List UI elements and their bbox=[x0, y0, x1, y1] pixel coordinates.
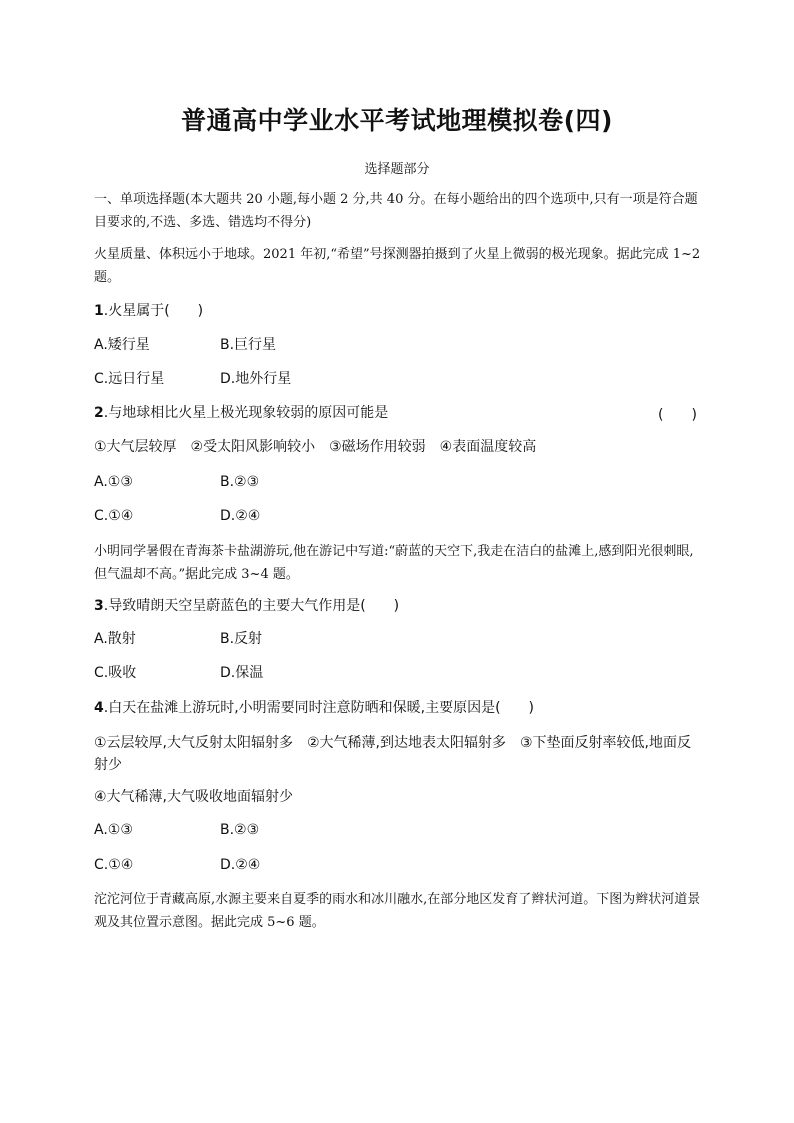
question-number: 3 bbox=[94, 598, 104, 614]
q2-choices: ①大气层较厚 ②受太阳风影响较小 ③磁场作用较弱 ④表面温度较高 bbox=[94, 439, 537, 455]
page-title: 普通高中学业水平考试地理模拟卷(四) bbox=[181, 106, 613, 135]
q4-option-c[interactable]: C.①④ bbox=[94, 857, 134, 873]
question-number: 1 bbox=[94, 303, 104, 319]
question-text: .白天在盐滩上游玩时,小明需要同时注意防晒和保暖,主要原因是( ) bbox=[103, 700, 535, 716]
question-number: 2 bbox=[94, 405, 104, 421]
q1-option-b[interactable]: B.巨行星 bbox=[220, 337, 277, 353]
section-heading: 选择题部分 bbox=[364, 162, 430, 177]
q1-option-c[interactable]: C.远日行星 bbox=[94, 371, 165, 387]
q4-option-d[interactable]: D.②④ bbox=[220, 857, 261, 873]
q3-option-d[interactable]: D.保温 bbox=[220, 665, 264, 681]
question-number: 4 bbox=[94, 700, 104, 716]
q2-option-d[interactable]: D.②④ bbox=[220, 508, 261, 524]
q4-choices: ①云层较厚,大气反射太阳辐射多 ②大气稀薄,到达地表太阳辐射多 ③下垫面反射率较低,地面反射少 bbox=[94, 735, 692, 773]
q2-option-b[interactable]: B.②③ bbox=[220, 474, 260, 490]
q3-option-c[interactable]: C.吸收 bbox=[94, 665, 137, 681]
question-text: .导致晴朗天空呈蔚蓝色的主要大气作用是( ) bbox=[103, 598, 400, 614]
question-text: .火星属于( ) bbox=[103, 303, 204, 319]
question-1-stem bbox=[94, 300, 704, 322]
q1-option-a[interactable]: A.矮行星 bbox=[94, 337, 150, 353]
q3-option-a[interactable]: A.散射 bbox=[94, 631, 136, 647]
answer-blank: ( ) bbox=[658, 407, 697, 423]
instructions: 一、单项选择题(本大题共 20 小题,每小题 2 分,共 40 分。在每小题给出的四个选项中,只有一项是符合题目要求的,不选、多选、错选均不得分) bbox=[94, 192, 698, 230]
q4-choices-continued: ④大气稀薄,大气吸收地面辐射少 bbox=[94, 789, 294, 805]
question-4-stem bbox=[94, 697, 704, 719]
q4-option-a[interactable]: A.①③ bbox=[94, 822, 133, 838]
question-text: .与地球相比火星上极光现象较弱的原因可能是 bbox=[103, 405, 389, 421]
q3-option-b[interactable]: B.反射 bbox=[220, 631, 263, 647]
question-2-stem bbox=[94, 402, 704, 424]
q1-option-d[interactable]: D.地外行星 bbox=[220, 371, 292, 387]
q2-option-a[interactable]: A.①③ bbox=[94, 474, 133, 490]
q2-option-c[interactable]: C.①④ bbox=[94, 508, 134, 524]
passage-1: 火星质量、体积远小于地球。2021 年初,“希望”号探测器拍摄到了火星上微弱的极光现象。据此完成 1~2 题。 bbox=[94, 247, 701, 285]
q4-option-b[interactable]: B.②③ bbox=[220, 822, 260, 838]
passage-2: 小明同学暑假在青海茶卡盐湖游玩,他在游记中写道:“蔚蓝的天空下,我走在洁白的盐滩上,感到阳光很刺眼,但气温却不高。”据此完成 3~4 题。 bbox=[94, 544, 694, 582]
passage-3: 沱沱河位于青藏高原,水源主要来自夏季的雨水和冰川融水,在部分地区发育了辫状河道。下图为辫状河道景观及其位置示意图。据此完成 5~6 题。 bbox=[94, 892, 701, 930]
question-3-stem bbox=[94, 595, 704, 617]
